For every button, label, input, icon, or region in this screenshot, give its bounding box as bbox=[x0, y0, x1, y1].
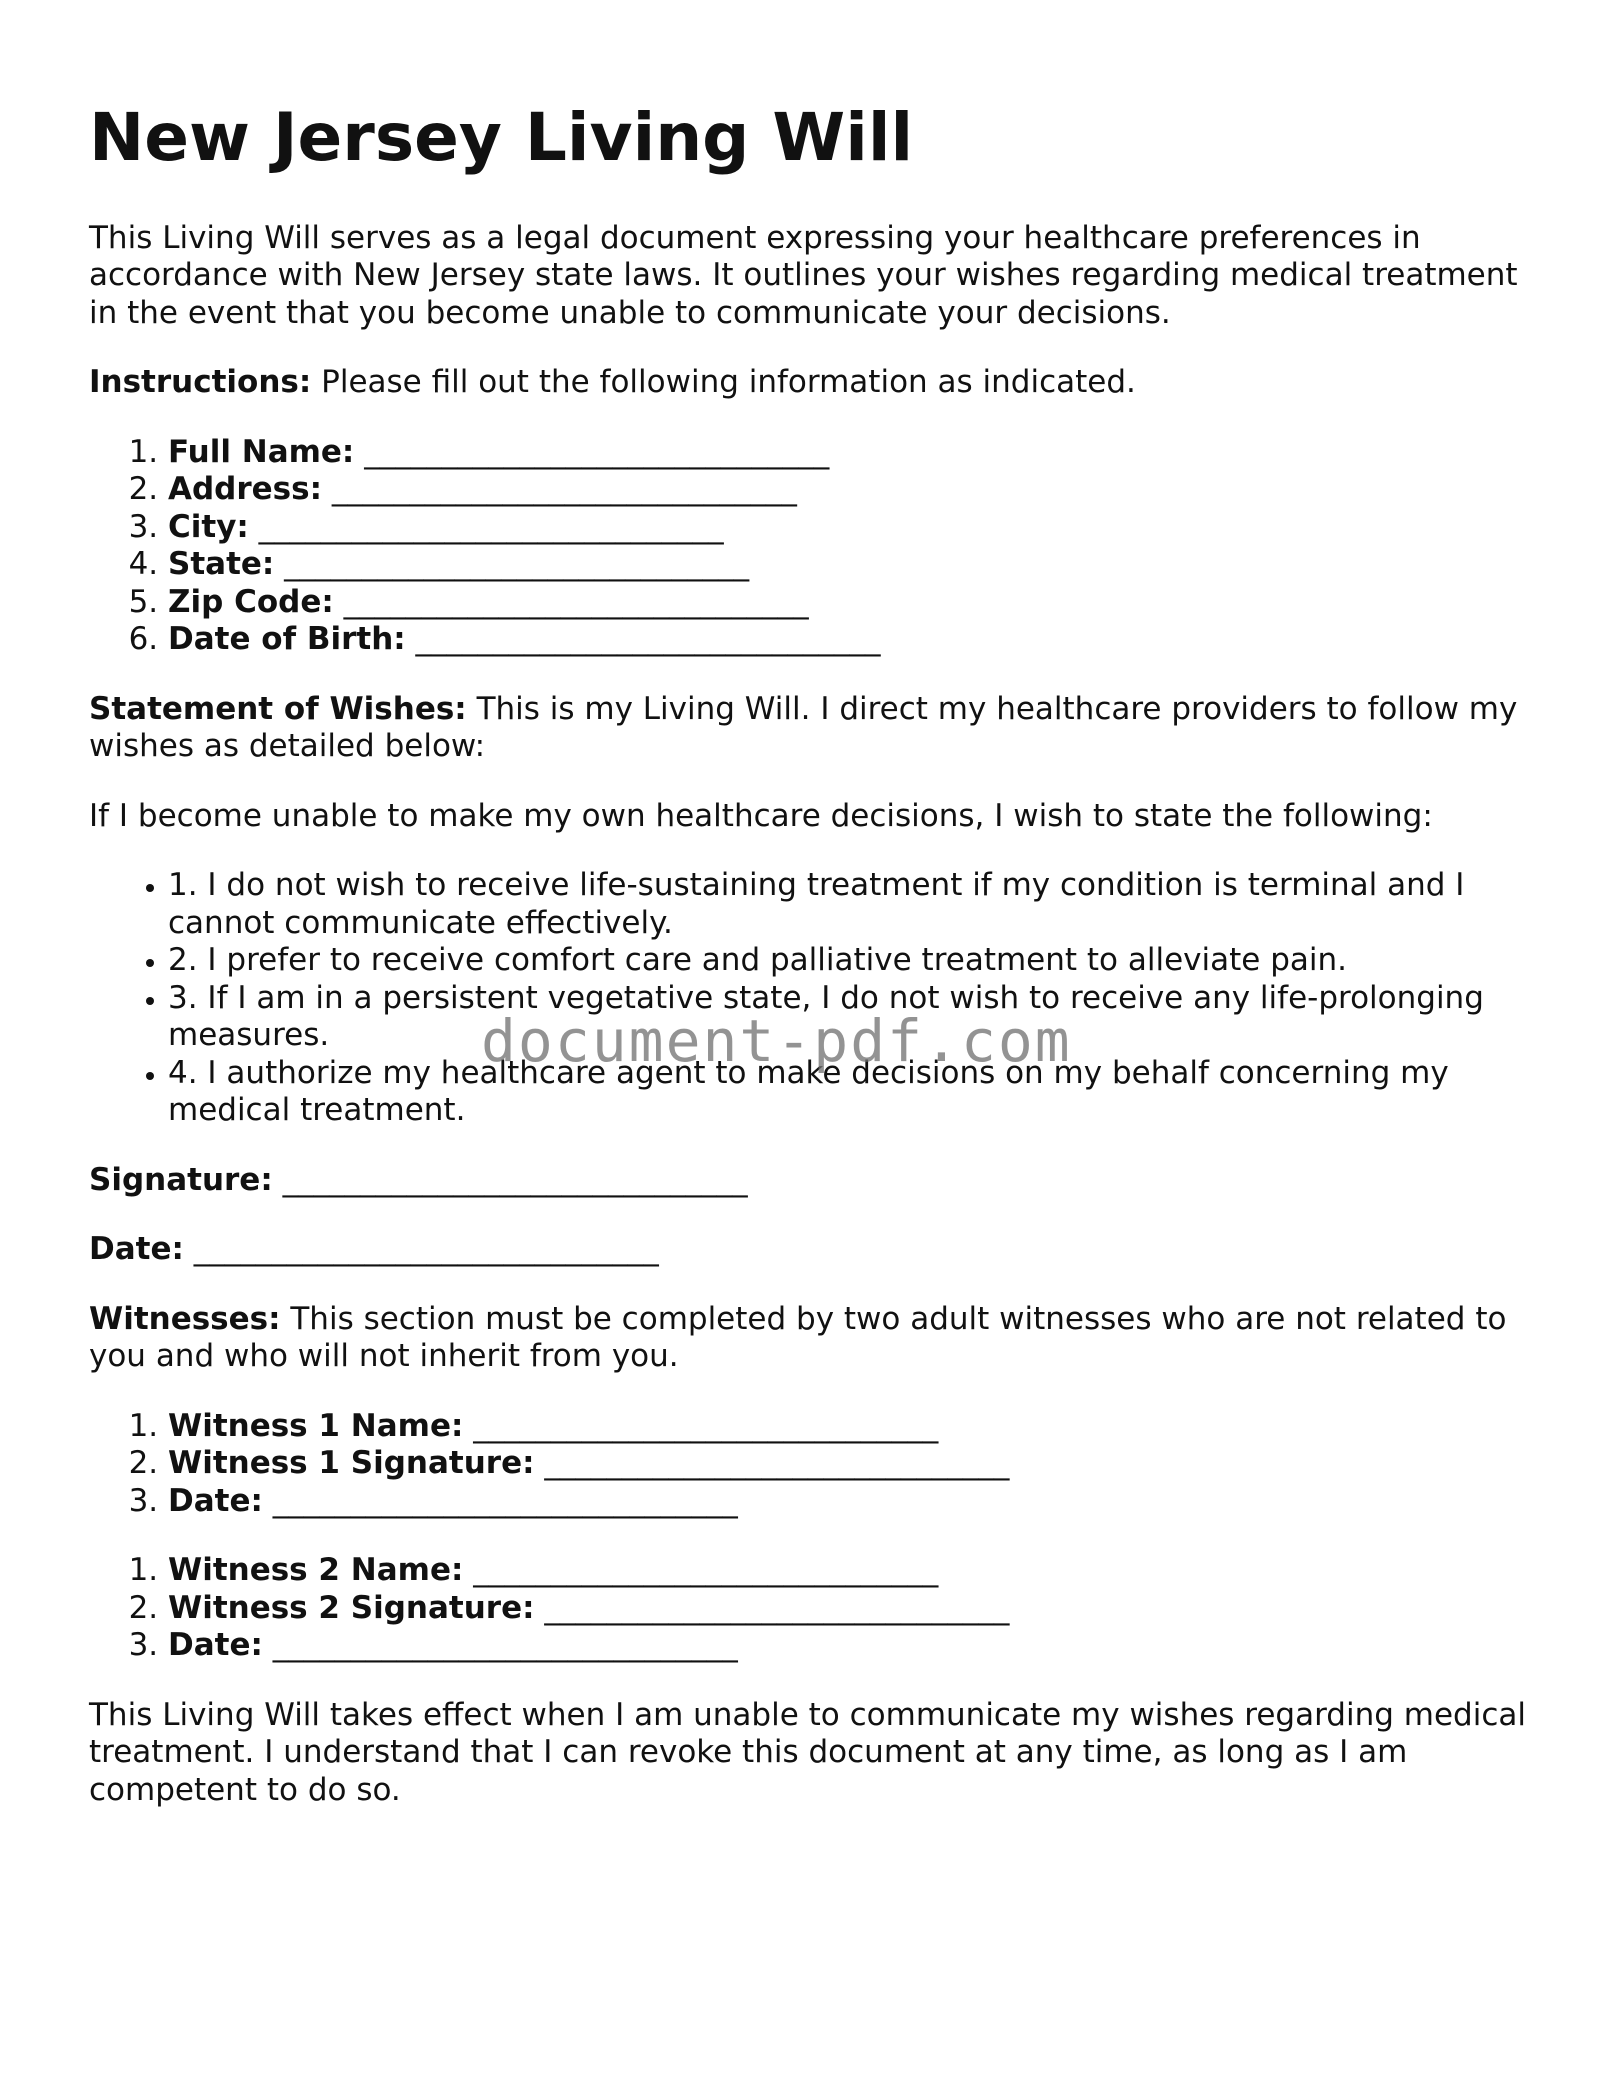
statement-paragraph bbox=[89, 691, 1529, 766]
closing-paragraph: This Living Will takes effect when I am unable to communicate my wishes regarding medical treatment. I understand that I can revoke this document at any time, as long as I am competent to do so. bbox=[89, 1696, 1526, 1808]
witness-1-signature-field bbox=[168, 1445, 1529, 1483]
witness-1-list bbox=[89, 1408, 1529, 1521]
instructions-label: Instructions: bbox=[89, 364, 312, 401]
witness-1-name-blank: ______________________________ bbox=[463, 1407, 939, 1444]
date-label: Date: bbox=[89, 1231, 184, 1268]
signature-label: Signature: bbox=[89, 1161, 273, 1198]
witness-2-date-label: Date: bbox=[168, 1627, 263, 1664]
witness-1-name-label: Witness 1 Name: bbox=[168, 1407, 464, 1444]
witness-1-date-label: Date: bbox=[168, 1482, 263, 1519]
state-label: State: bbox=[168, 546, 275, 583]
witness-2-name-blank: ______________________________ bbox=[463, 1552, 939, 1589]
witness-2-signature-label: Witness 2 Signature: bbox=[168, 1589, 535, 1626]
address-field bbox=[168, 471, 1529, 509]
witnesses-paragraph bbox=[89, 1301, 1529, 1376]
witness-1-signature-blank: ______________________________ bbox=[534, 1445, 1010, 1482]
date-of-birth-blank: ______________________________ bbox=[405, 621, 881, 658]
witness-2-name-label: Witness 2 Name: bbox=[168, 1552, 464, 1589]
witness-2-date-field bbox=[168, 1627, 1529, 1665]
date-of-birth-field bbox=[168, 621, 1529, 659]
witness-1-date-field bbox=[168, 1483, 1529, 1521]
signature-blank: ______________________________ bbox=[272, 1161, 748, 1198]
city-blank: ______________________________ bbox=[248, 508, 724, 545]
wish-item: • 4. I authorize my healthcare agent to make decisions on my behalf concerning my medical treatment. bbox=[168, 1055, 1529, 1130]
witness-2-signature-blank: ______________________________ bbox=[534, 1589, 1010, 1626]
watermark: document-pdf.com bbox=[481, 1007, 1072, 1075]
state-field bbox=[168, 546, 1529, 584]
wishes-list bbox=[89, 867, 1529, 1130]
full-name-blank: ______________________________ bbox=[354, 433, 830, 470]
zip-code-field bbox=[168, 584, 1529, 622]
statement-label: Statement of Wishes: bbox=[89, 690, 467, 727]
witness-2-signature-field bbox=[168, 1590, 1529, 1628]
wish-item: • 1. I do not wish to receive life-sustaining treatment if my condition is terminal and I cannot communicate effectively. bbox=[168, 867, 1529, 942]
city-label: City: bbox=[168, 508, 249, 545]
witness-1-date-blank: ______________________________ bbox=[262, 1482, 738, 1519]
witness-2-date-blank: ______________________________ bbox=[262, 1627, 738, 1664]
address-label: Address: bbox=[168, 471, 322, 508]
date-line bbox=[89, 1231, 1529, 1269]
witness-2-name-field bbox=[168, 1552, 1529, 1590]
full-name-field bbox=[168, 434, 1529, 472]
witness-1-signature-label: Witness 1 Signature: bbox=[168, 1445, 535, 1482]
witness-1-name-field bbox=[168, 1408, 1529, 1446]
document-title: New Jersey Living Will bbox=[89, 99, 914, 176]
personal-info-list bbox=[89, 434, 1529, 659]
date-blank: ______________________________ bbox=[183, 1231, 659, 1268]
document-page bbox=[89, 100, 1529, 1841]
address-blank: ______________________________ bbox=[322, 471, 797, 508]
zip-code-blank: ______________________________ bbox=[333, 583, 809, 620]
statement-text: This is my Living Will. I direct my healthcare providers to follow my wishes as detailed below: bbox=[89, 690, 1518, 765]
wish-item: • 2. I prefer to receive comfort care and palliative treatment to alleviate pain. bbox=[168, 942, 1529, 980]
full-name-label: Full Name: bbox=[168, 433, 355, 470]
witnesses-label: Witnesses: bbox=[89, 1300, 281, 1337]
witnesses-text: This section must be completed by two adult witnesses who are not related to you and who will not inherit from you. bbox=[89, 1300, 1507, 1375]
instructions-paragraph bbox=[89, 364, 1529, 402]
signature-line bbox=[89, 1162, 1529, 1200]
zip-code-label: Zip Code: bbox=[168, 583, 334, 620]
state-blank: ______________________________ bbox=[274, 546, 750, 583]
instructions-text: Please fill out the following information as indicated. bbox=[311, 364, 1136, 401]
city-field bbox=[168, 509, 1529, 547]
wishes-intro: If I become unable to make my own healthcare decisions, I wish to state the following: bbox=[89, 797, 1433, 834]
intro-paragraph: This Living Will serves as a legal document expressing your healthcare preferences in accordance with New Jersey state laws. It outlines your wishes regarding medical treatment in the event that you become unable to communicate your decisions. bbox=[89, 219, 1518, 331]
wish-item: • 3. If I am in a persistent vegetative state, I do not wish to receive any life-prolonging measures. bbox=[168, 980, 1529, 1055]
date-of-birth-label: Date of Birth: bbox=[168, 621, 406, 658]
witness-2-list bbox=[89, 1552, 1529, 1665]
